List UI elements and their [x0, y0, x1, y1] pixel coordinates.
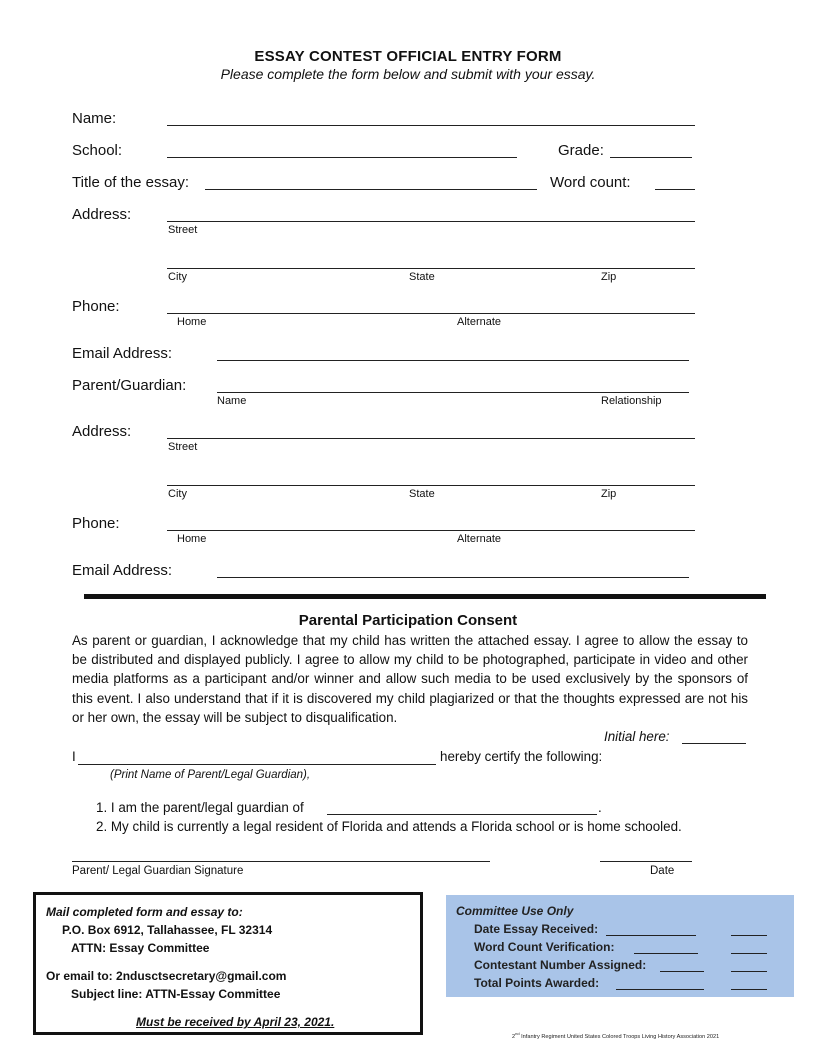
consent-title: Parental Participation Consent — [298, 612, 518, 629]
signature-caption: Parent/ Legal Guardian Signature — [72, 865, 244, 877]
mail-subject-line: Subject line: ATTN-Essay Committee — [71, 987, 281, 1001]
phone-field[interactable] — [167, 313, 695, 314]
footer-superscript: nd — [515, 1031, 520, 1036]
total-points-field[interactable] — [616, 989, 704, 990]
guardian-label: Parent/Guardian: — [72, 377, 187, 394]
certify-prefix: I — [72, 749, 76, 764]
grade-field[interactable] — [610, 157, 692, 158]
certify-item-1-end: . — [598, 800, 602, 815]
grade-label: Grade: — [558, 142, 604, 159]
word-count-field[interactable] — [655, 189, 695, 190]
parent-phone-field[interactable] — [167, 530, 695, 531]
initial-label: Initial here: — [604, 729, 670, 744]
parent-alternate-caption: Alternate — [457, 533, 502, 545]
address-label: Address: — [72, 206, 132, 223]
city-caption: City — [168, 271, 187, 283]
mail-deadline: Must be received by April 23, 2021. — [136, 1015, 335, 1029]
street-field[interactable] — [167, 221, 695, 222]
section-divider — [84, 594, 766, 599]
email-field[interactable] — [217, 360, 689, 361]
parent-city-state-zip-field[interactable] — [167, 485, 695, 486]
parent-street-caption: Street — [168, 441, 198, 453]
certify-item-2: 2. My child is currently a legal resident of Florida and attends a Florida school or is home schooled. — [96, 819, 682, 834]
name-field[interactable] — [167, 125, 695, 126]
mail-email-line: Or email to: 2ndusctsecretary@gmail.com — [46, 969, 287, 983]
date-received-label: Date Essay Received: — [474, 922, 599, 936]
date-caption: Date — [650, 865, 675, 877]
date-received-field[interactable] — [606, 935, 696, 936]
street-caption: Street — [168, 224, 198, 236]
name-label: Name: — [72, 110, 117, 127]
committee-heading: Committee Use Only — [456, 904, 574, 918]
guardian-field[interactable] — [217, 392, 689, 393]
parent-street-field[interactable] — [167, 438, 695, 439]
initial-field[interactable] — [682, 743, 746, 744]
footer-text: Infantry Regiment United States Colored Troops Living History Association 2021 — [519, 1033, 720, 1040]
mail-heading: Mail completed form and essay to: — [46, 905, 243, 919]
mail-po-box: P.O. Box 6912, Tallahassee, FL 32314 — [62, 923, 273, 937]
contestant-number-field[interactable] — [660, 971, 704, 972]
guardian-print-name-field[interactable] — [78, 764, 436, 765]
total-points-score-field[interactable] — [731, 989, 767, 990]
essay-title-field[interactable] — [205, 189, 537, 190]
mail-instructions-box — [33, 892, 423, 1035]
print-name-caption: (Print Name of Parent/Legal Guardian), — [110, 769, 311, 781]
home-caption: Home — [177, 316, 207, 328]
phone-label: Phone: — [72, 298, 120, 315]
word-count-label: Word count: — [550, 174, 631, 191]
contestant-number-score-field[interactable] — [731, 971, 767, 972]
signature-field[interactable] — [72, 861, 490, 862]
parent-zip-caption: Zip — [601, 488, 617, 500]
parent-home-caption: Home — [177, 533, 207, 545]
zip-caption: Zip — [601, 271, 617, 283]
parent-email-field[interactable] — [217, 577, 689, 578]
word-count-verification-score-field[interactable] — [731, 953, 767, 954]
school-field[interactable] — [167, 157, 517, 158]
guardian-name-caption: Name — [217, 395, 247, 407]
essay-title-label: Title of the essay: — [72, 174, 189, 191]
footer-number: 2 — [512, 1033, 516, 1040]
parent-city-caption: City — [168, 488, 187, 500]
date-received-score-field[interactable] — [731, 935, 767, 936]
parent-state-caption: State — [409, 488, 435, 500]
state-caption: State — [409, 271, 435, 283]
word-count-verification-label: Word Count Verification: — [474, 940, 615, 954]
city-state-zip-field[interactable] — [167, 268, 695, 269]
form-subtitle: Please complete the form below and submit with your essay. — [220, 66, 596, 82]
consent-body: As parent or guardian, I acknowledge that my child has written the attached essay. I agree to allow the essay to be distributed and displayed publicly. I agree to allow my child to be photographed, participate in video and other media platforms as a participant and/or winner and allow such media to be used exclusively by the sponsors of this event. I also understand that if it is discovered my child plagiarized or that the thoughts expressed are not his or her own, the essay will be subject to disqualification. — [72, 633, 748, 725]
email-label: Email Address: — [72, 345, 173, 362]
parent-address-label: Address: — [72, 423, 132, 440]
total-points-label: Total Points Awarded: — [474, 976, 600, 990]
certify-suffix: hereby certify the following: — [440, 749, 603, 764]
word-count-verification-field[interactable] — [634, 953, 698, 954]
date-field[interactable] — [600, 861, 692, 862]
contestant-number-label: Contestant Number Assigned: — [474, 958, 647, 972]
form-title: ESSAY CONTEST OFFICIAL ENTRY FORM — [254, 48, 562, 65]
school-label: School: — [72, 142, 123, 159]
relationship-caption: Relationship — [601, 395, 662, 407]
committee-use-box — [446, 895, 794, 997]
alternate-caption: Alternate — [457, 316, 502, 328]
certify-item-1: 1. I am the parent/legal guardian of — [96, 800, 304, 815]
parent-phone-label: Phone: — [72, 515, 120, 532]
child-name-field[interactable] — [327, 814, 597, 815]
parent-email-label: Email Address: — [72, 562, 173, 579]
footer-note — [512, 1031, 719, 1040]
mail-attn: ATTN: Essay Committee — [71, 941, 210, 955]
